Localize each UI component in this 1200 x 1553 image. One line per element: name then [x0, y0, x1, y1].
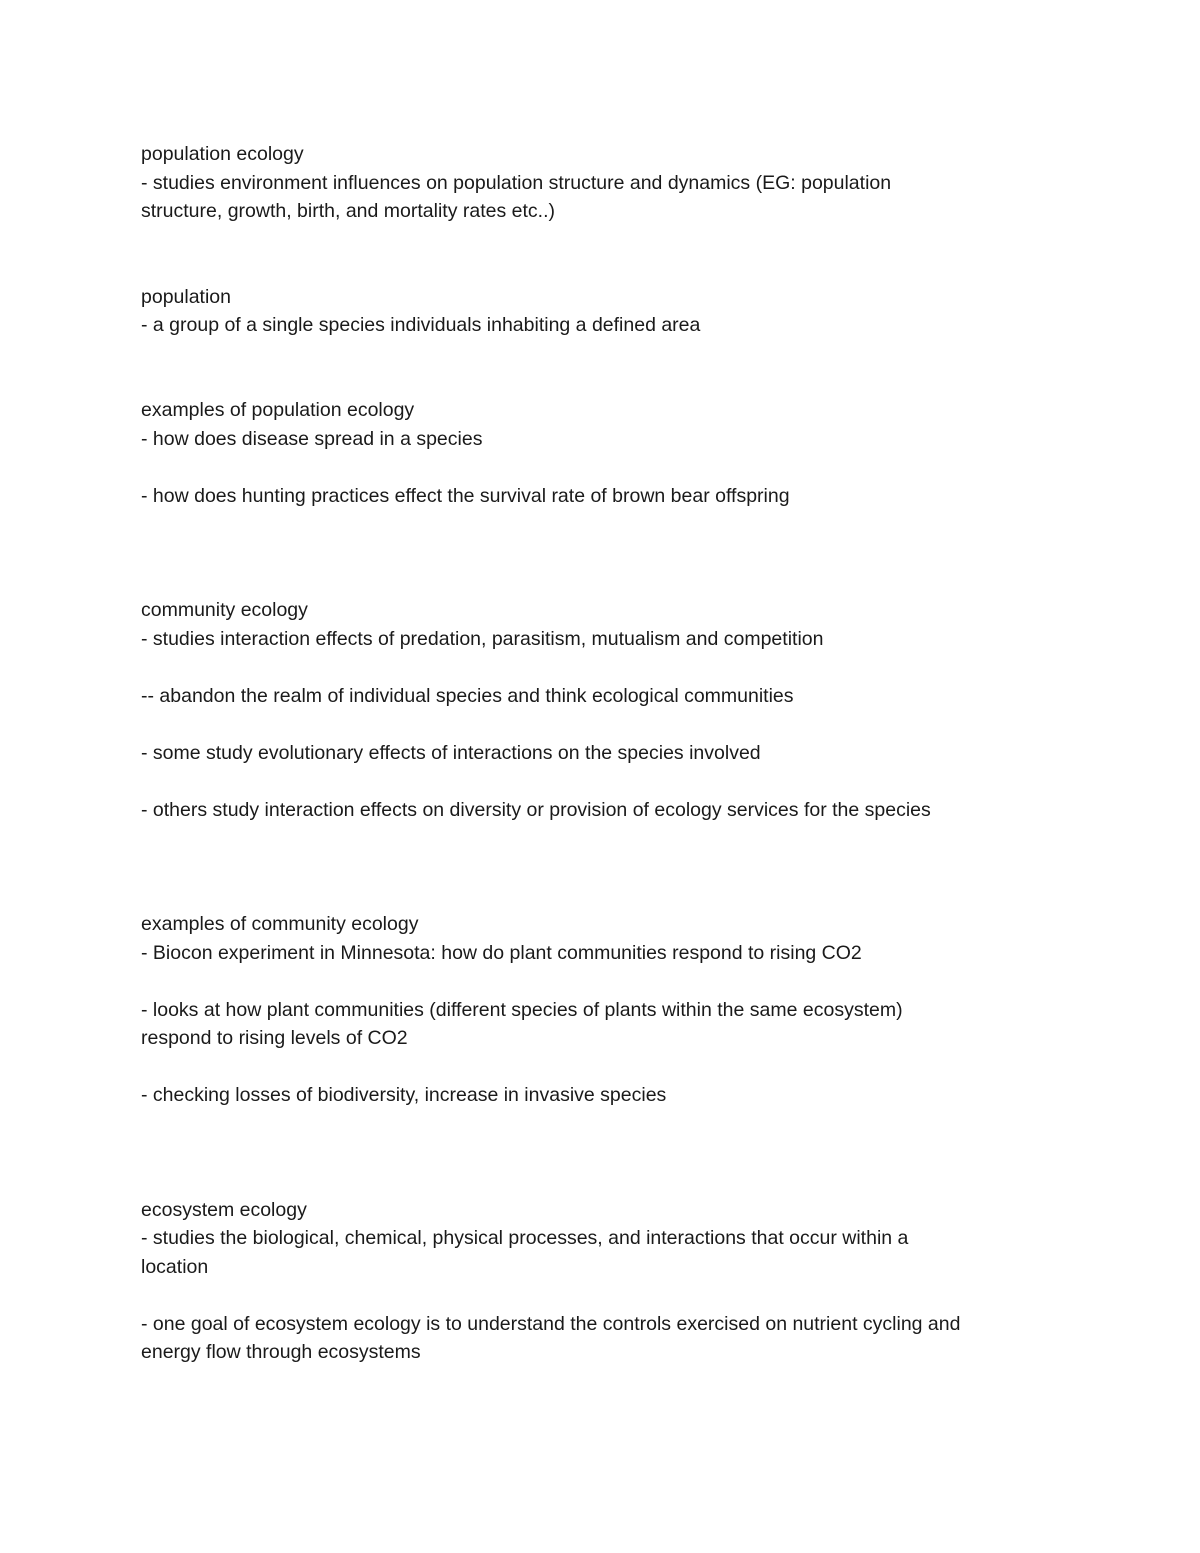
- text-line: respond to rising levels of CO2: [141, 1027, 408, 1049]
- text-line: - checking losses of biodiversity, increase in invasive species: [141, 1084, 667, 1106]
- text-line: - looks at how plant communities (different species of plants within the same ecosystem): [141, 999, 903, 1021]
- heading-population-ecology: population ecology: [141, 143, 304, 165]
- text-line: - studies interaction effects of predation, parasitism, mutualism and competition: [141, 628, 824, 650]
- text-line: - Biocon experiment in Minnesota: how do plant communities respond to rising CO2: [141, 942, 862, 964]
- text-line: - others study interaction effects on diversity or provision of ecology services for the species: [141, 799, 931, 821]
- text-line: structure, growth, birth, and mortality rates etc..): [141, 200, 555, 222]
- text-line: - a group of a single species individuals inhabiting a defined area: [141, 314, 701, 336]
- text-line: -- abandon the realm of individual species and think ecological communities: [141, 685, 794, 707]
- text-line: - one goal of ecosystem ecology is to understand the controls exercised on nutrient cycling and: [141, 1313, 961, 1335]
- text-line: - how does hunting practices effect the survival rate of brown bear offspring: [141, 485, 790, 507]
- heading-examples-community-ecology: examples of community ecology: [141, 913, 419, 935]
- heading-ecosystem-ecology: ecosystem ecology: [141, 1199, 307, 1221]
- text-line: - how does disease spread in a species: [141, 428, 483, 450]
- heading-community-ecology: community ecology: [141, 599, 308, 621]
- text-line: energy flow through ecosystems: [141, 1341, 421, 1363]
- text-line: - studies the biological, chemical, physical processes, and interactions that occur within a: [141, 1227, 909, 1249]
- text-line: - studies environment influences on population structure and dynamics (EG: population: [141, 172, 892, 194]
- text-line: - some study evolutionary effects of interactions on the species involved: [141, 742, 761, 764]
- heading-population: population: [141, 286, 231, 308]
- text-line: location: [141, 1256, 209, 1278]
- heading-examples-population-ecology: examples of population ecology: [141, 399, 415, 421]
